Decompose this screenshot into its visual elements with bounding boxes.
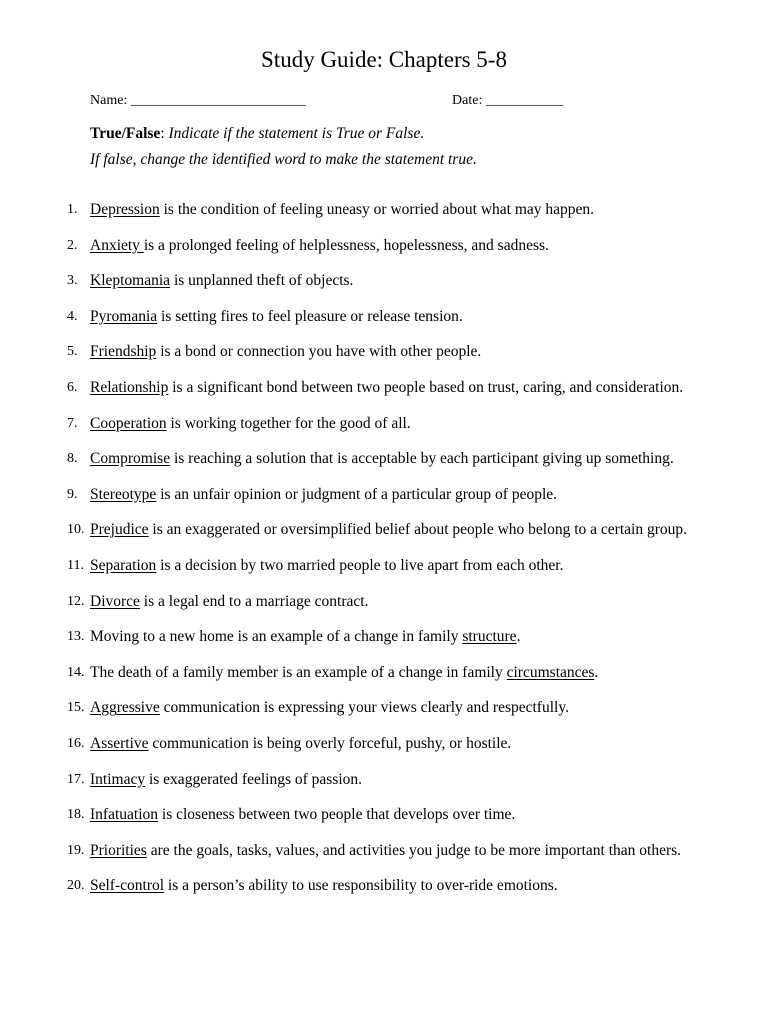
question-text-after: is a person’s ability to use responsibility to over-ride emotions. xyxy=(164,877,558,895)
question-number: 15. xyxy=(67,700,85,716)
question-term: Anxiety xyxy=(90,236,144,254)
question-item xyxy=(0,839,768,875)
question-text xyxy=(90,554,563,578)
date-field: Date: ___________ xyxy=(452,93,563,108)
question-text-after: communication is expressing your views clearly and respectfully. xyxy=(159,699,569,717)
question-text xyxy=(90,518,687,542)
question-text-after: is exaggerated feelings of passion. xyxy=(145,770,363,788)
question-term: Compromise xyxy=(90,450,171,468)
question-text-after: is a decision by two married people to live apart from each other. xyxy=(156,556,564,574)
question-text xyxy=(90,198,594,222)
question-text-after: is a significant bond between two people based on trust, caring, and consideration. xyxy=(168,378,684,396)
question-term: circumstances xyxy=(506,663,595,681)
page-title: Study Guide: Chapters 5-8 xyxy=(261,47,507,72)
question-number: 19. xyxy=(67,842,85,858)
question-text-after: is setting fires to feel pleasure or release tension. xyxy=(157,307,463,325)
question-term: Cooperation xyxy=(90,414,167,432)
question-item xyxy=(0,696,768,732)
question-text-after: is a bond or connection you have with other people. xyxy=(156,343,482,361)
question-item xyxy=(0,590,768,626)
question-text-after: . xyxy=(594,663,599,681)
question-number: 8. xyxy=(67,451,78,467)
question-text-before: Moving to a new home is an example of a change in family xyxy=(90,628,463,646)
question-term: Relationship xyxy=(90,378,169,396)
question-term: Infatuation xyxy=(90,806,159,824)
question-text xyxy=(90,340,481,364)
question-item xyxy=(0,483,768,519)
question-term: Self-control xyxy=(90,877,165,895)
question-number: 13. xyxy=(67,629,85,645)
question-text xyxy=(90,412,411,436)
name-field: Name: _________________________ xyxy=(90,93,306,108)
instructions-text-2: If false, change the identified word to make the statement true. xyxy=(90,151,477,168)
question-list xyxy=(0,198,768,910)
question-term: Pyromania xyxy=(90,307,158,325)
question-text xyxy=(90,234,549,258)
question-text-after: is the condition of feeling uneasy or worried about what may happen. xyxy=(159,201,595,218)
question-number: 10. xyxy=(67,522,85,538)
question-term: structure xyxy=(462,628,517,646)
question-text-before: The death of a family member is an example of a change in family xyxy=(90,663,507,681)
question-item xyxy=(0,269,768,305)
question-text xyxy=(90,874,558,898)
question-number: 1. xyxy=(67,202,78,217)
question-text-after: are the goals, tasks, values, and activities you judge to be more important than others. xyxy=(146,841,682,859)
question-item xyxy=(0,803,768,839)
question-text xyxy=(90,376,683,400)
question-item xyxy=(0,768,768,804)
name-blank: _________________________ xyxy=(130,93,306,108)
question-item xyxy=(0,554,768,590)
question-text xyxy=(90,839,681,863)
question-term: Prejudice xyxy=(90,521,149,539)
question-term: Depression xyxy=(90,201,160,218)
question-text xyxy=(90,625,520,649)
instructions-line-1: True/False: Indicate if the statement is True or False. xyxy=(90,125,425,142)
question-number: 7. xyxy=(67,415,78,431)
question-item xyxy=(0,732,768,768)
question-text-after: is an exaggerated or oversimplified belief about people who belong to a certain group. xyxy=(148,521,687,539)
question-term: Friendship xyxy=(90,343,157,361)
question-text xyxy=(90,803,515,827)
question-term: Separation xyxy=(90,556,157,574)
question-text-after: is reaching a solution that is acceptable by each participant giving up something. xyxy=(170,450,674,468)
question-number: 2. xyxy=(67,237,78,253)
name-label: Name xyxy=(90,93,124,108)
question-text xyxy=(90,696,569,720)
question-item xyxy=(0,340,768,376)
question-text-after: is a legal end to a marriage contract. xyxy=(139,592,369,610)
instructions xyxy=(90,121,477,173)
question-term: Divorce xyxy=(90,592,140,610)
question-text-after: is an unfair opinion or judgment of a particular group of people. xyxy=(156,485,558,503)
question-text xyxy=(90,269,353,293)
question-text xyxy=(90,447,674,471)
question-number: 6. xyxy=(67,379,78,395)
date-blank: ___________ xyxy=(485,93,563,108)
question-text-after: is unplanned theft of objects. xyxy=(170,272,354,290)
question-number: 18. xyxy=(67,807,85,823)
question-number: 9. xyxy=(67,486,78,502)
question-text xyxy=(90,661,598,685)
question-item xyxy=(0,376,768,412)
question-number: 12. xyxy=(67,593,85,609)
instructions-text-1: Indicate if the statement is True or False. xyxy=(168,125,425,142)
question-text xyxy=(90,590,368,614)
instructions-heading: True/False xyxy=(90,125,161,142)
question-item xyxy=(0,447,768,483)
question-item xyxy=(0,874,768,910)
question-item xyxy=(0,234,768,270)
question-text xyxy=(90,483,557,507)
question-term: Stereotype xyxy=(90,485,157,503)
question-term: Aggressive xyxy=(90,699,160,717)
question-term: Intimacy xyxy=(90,770,146,788)
question-term: Kleptomania xyxy=(90,272,171,290)
question-term: Assertive xyxy=(90,734,149,752)
question-text-after: . xyxy=(516,628,521,646)
question-term: Priorities xyxy=(90,841,147,859)
question-number: 4. xyxy=(67,308,78,324)
question-item xyxy=(0,625,768,661)
question-text-after: communication is being overly forceful, pushy, or hostile. xyxy=(148,734,512,752)
question-item xyxy=(0,518,768,554)
question-item xyxy=(0,305,768,341)
question-text-after: is a prolonged feeling of helplessness, hopelessness, and sadness. xyxy=(143,236,549,254)
question-number: 14. xyxy=(67,664,85,680)
question-number: 11. xyxy=(67,557,84,573)
question-text xyxy=(90,305,463,329)
question-item xyxy=(0,412,768,448)
question-item xyxy=(0,661,768,697)
question-item xyxy=(0,198,768,234)
question-number: 17. xyxy=(67,771,85,787)
question-text-after: is working together for the good of all. xyxy=(166,414,411,432)
question-number: 20. xyxy=(67,878,85,894)
question-number: 3. xyxy=(67,273,78,289)
question-number: 16. xyxy=(67,735,85,751)
question-text xyxy=(90,768,362,792)
question-text xyxy=(90,732,511,756)
date-label: Date xyxy=(452,93,479,108)
question-number: 5. xyxy=(67,344,78,360)
instructions-line-2 xyxy=(90,147,477,173)
question-text-after: is closeness between two people that develops over time. xyxy=(158,806,516,824)
